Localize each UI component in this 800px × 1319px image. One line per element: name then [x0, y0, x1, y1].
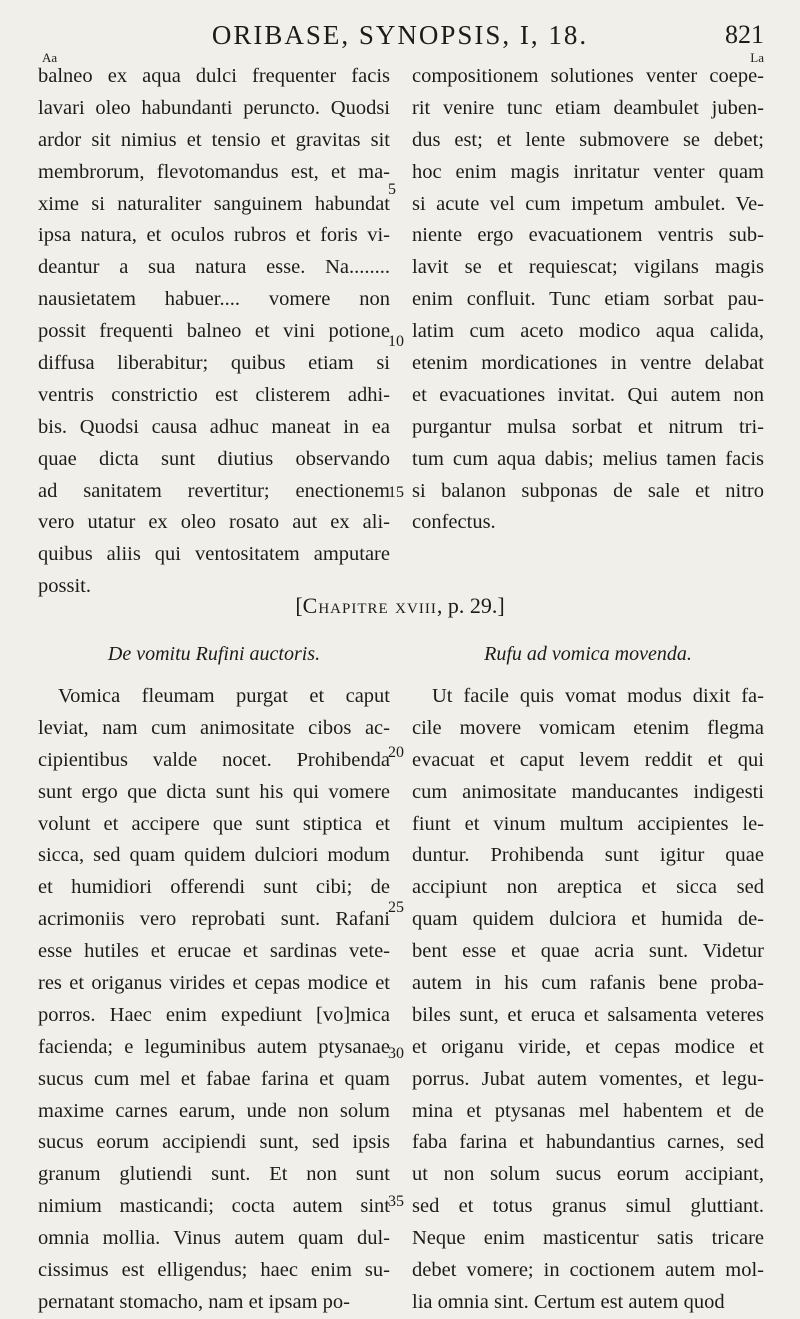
- text-line: omnia mollia. Vinus autem quam dul-: [38, 1227, 390, 1250]
- text-line: quae dicta sunt diutius observando: [38, 447, 390, 470]
- page-header: [0, 20, 800, 54]
- chapter-label: Chapitre xviii: [302, 593, 437, 618]
- text-line: ardor sit nimius et tensio et gravitas sit: [38, 128, 390, 151]
- text-line: debet vomere; in coctionem autem mol-: [412, 1259, 764, 1282]
- text-line: mina et ptysanas mel habentem et de: [412, 1099, 764, 1122]
- line-number: 20: [388, 744, 404, 761]
- text-line: ventris constrictio est clisterem adhi-: [38, 383, 390, 406]
- text-line: purgantur mulsa sorbat et nitrum tri-: [412, 415, 764, 438]
- text-line: quam quidem dulciora et humida de-: [412, 908, 764, 931]
- line-number: 15: [388, 484, 404, 501]
- text-line: porrus. Jubat autem vomentes, et legu-: [412, 1067, 764, 1090]
- text-line: et humidiori offerendi sunt cibi; de: [38, 876, 390, 899]
- left-column-bottom: [38, 681, 390, 1319]
- text-line: si balanon subponas de sale et nitro: [412, 479, 764, 502]
- text-line: sed et totus granus simul gluttiant.: [412, 1195, 764, 1218]
- text-line: niente ergo evacuationem ventris sub-: [412, 224, 764, 247]
- line-number: 10: [388, 333, 404, 350]
- text-line: diffusa liberabitur; quibus etiam si: [38, 352, 390, 375]
- text-line: deantur a sua natura esse. Na........: [38, 256, 390, 279]
- text-line: maxime carnes earum, unde non solum: [38, 1099, 390, 1122]
- text-line: tum cum aqua dabis; melius tamen facis: [412, 447, 764, 470]
- text-line: fiunt et vinum multum accipientes le-: [412, 812, 764, 835]
- text-line: faba farina et habundantius carnes, sed: [412, 1131, 764, 1154]
- line-number: 5: [388, 181, 396, 198]
- text-line: nausietatem habuer.... vomere non: [38, 288, 390, 311]
- text-line: Vomica fleumam purgat et caput: [58, 685, 390, 707]
- line-number: 25: [388, 899, 404, 916]
- line-number: 30: [388, 1045, 404, 1062]
- signature-mark-right: La: [750, 50, 764, 65]
- text-line: autem in his cum rafanis bene proba-: [412, 972, 764, 995]
- chapter-bracket: [: [295, 593, 303, 618]
- text-line: pernatant stomacho, nam et ipsam po-: [38, 1290, 350, 1313]
- text-line: Neque enim masticentur satis tricare: [412, 1227, 764, 1250]
- text-line: et origanu viride, et cepas modice et: [412, 1035, 764, 1058]
- text-line: volunt et accipere que sunt stiptica et: [38, 812, 390, 835]
- text-line: possit frequenti balneo et vini potione: [38, 320, 390, 343]
- right-section-title: Rufu ad vomica movenda.: [484, 643, 692, 665]
- page-number: 821: [725, 20, 764, 49]
- left-column-top: [38, 61, 390, 603]
- text-line: enim confluit. Tunc etiam sorbat pau-: [412, 288, 764, 311]
- text-line: xime si naturaliter sanguinem habundat: [38, 192, 390, 215]
- text-line: hoc enim magis inritatur venter quam: [412, 160, 764, 183]
- text-line: bent esse et quae acria sunt. Videtur: [412, 940, 764, 963]
- text-line: balneo ex aqua dulci frequenter facis: [38, 65, 390, 87]
- text-line: et evacuationes invitat. Qui autem non: [412, 383, 764, 406]
- right-column-top: [412, 61, 764, 539]
- text-line: bis. Quodsi causa adhuc maneat in ea: [38, 415, 390, 438]
- text-line: sunt ergo que dicta sunt his qui vomere: [38, 780, 390, 803]
- text-line: cum animositate manducantes indigesti: [412, 780, 764, 803]
- text-line: lavit se et requiescat; vigilans magis: [412, 256, 764, 279]
- chapter-page-ref: , p. 29.]: [436, 593, 505, 618]
- text-line: confectus.: [412, 511, 496, 534]
- text-line: evacuat et caput levem reddit et qui: [412, 748, 764, 771]
- text-line: res et origanus virides et cepas modice et: [38, 972, 390, 995]
- running-title: ORIBASE, SYNOPSIS, I, 18.: [211, 20, 589, 50]
- text-line: quibus aliis qui ventositatem amputare: [38, 543, 390, 566]
- text-line: lavari oleo habundanti perunctо. Quodsi: [38, 96, 390, 119]
- text-line: sicca, sed quam quidem dulciori modum: [38, 844, 390, 867]
- text-line: lia omnia sint. Certum est autem quod: [412, 1290, 725, 1313]
- right-column-bottom: [412, 681, 764, 1319]
- text-line: ipsa natura, et oculos rubros et foris vi-: [38, 224, 390, 247]
- text-line: latim cum aceto modico aqua calida,: [412, 320, 764, 343]
- text-line: ut non solum sucus eorum accipiant,: [412, 1163, 764, 1186]
- text-line: vero utatur ex oleo rosato aut ex ali-: [38, 511, 390, 534]
- text-line: cipientibus valde nocet. Prohibenda: [38, 748, 390, 771]
- text-line: dus est; et lente submovere se debet;: [412, 128, 764, 151]
- text-line: nimium masticandi; cocta autem sint: [38, 1195, 390, 1218]
- text-line: porros. Haec enim expediunt [vo]mica: [38, 1003, 390, 1026]
- text-line: accipiunt non areptica et sicca sed: [412, 876, 764, 899]
- text-line: sucus cum mel et fabae farina et quam: [38, 1067, 390, 1090]
- text-line: granum glutiendi sunt. Et non sunt: [38, 1163, 390, 1186]
- text-line: etenim mordicationes in ventre delabat: [412, 352, 764, 375]
- text-line: si acute vel cum impetum ambulet. Ve-: [412, 192, 764, 215]
- text-line: duntur. Prohibenda sunt igitur quae: [412, 844, 764, 867]
- text-line: leviat, nam cum animositate cibos ac-: [38, 716, 390, 739]
- line-number: 35: [388, 1193, 404, 1210]
- text-line: compositionem solutiones venter coepe-: [412, 65, 764, 87]
- text-line: esse hutiles et erucae et sardinas vete-: [38, 940, 390, 963]
- text-line: cile movere vomicam etenim flegma: [412, 716, 764, 739]
- text-line: cissimus est elligendus; haec enim su-: [38, 1259, 390, 1282]
- text-line: Ut facile quis vomat modus dixit fa-: [432, 685, 764, 707]
- text-line: sucus eorum accipiendi sunt, sed ipsis: [38, 1131, 390, 1154]
- text-line: possit.: [38, 575, 91, 598]
- chapter-heading: [0, 593, 800, 619]
- left-section-title: De vomitu Rufini auctoris.: [107, 643, 321, 665]
- text-line: ad sanitatem revertitur; enectionem: [38, 479, 390, 502]
- text-line: acrimoniis vero reprobati sunt. Rafani: [38, 908, 390, 931]
- signature-mark-left: Aa: [42, 50, 58, 65]
- text-line: facienda; e leguminibus autem ptysanae: [38, 1035, 390, 1058]
- text-line: biles sunt, et eruca et salsamenta veteres: [412, 1003, 764, 1026]
- text-line: rit venire tunc etiam deambulet juben-: [412, 96, 764, 119]
- text-line: membrorum, flevotomandus est, et ma-: [38, 160, 390, 183]
